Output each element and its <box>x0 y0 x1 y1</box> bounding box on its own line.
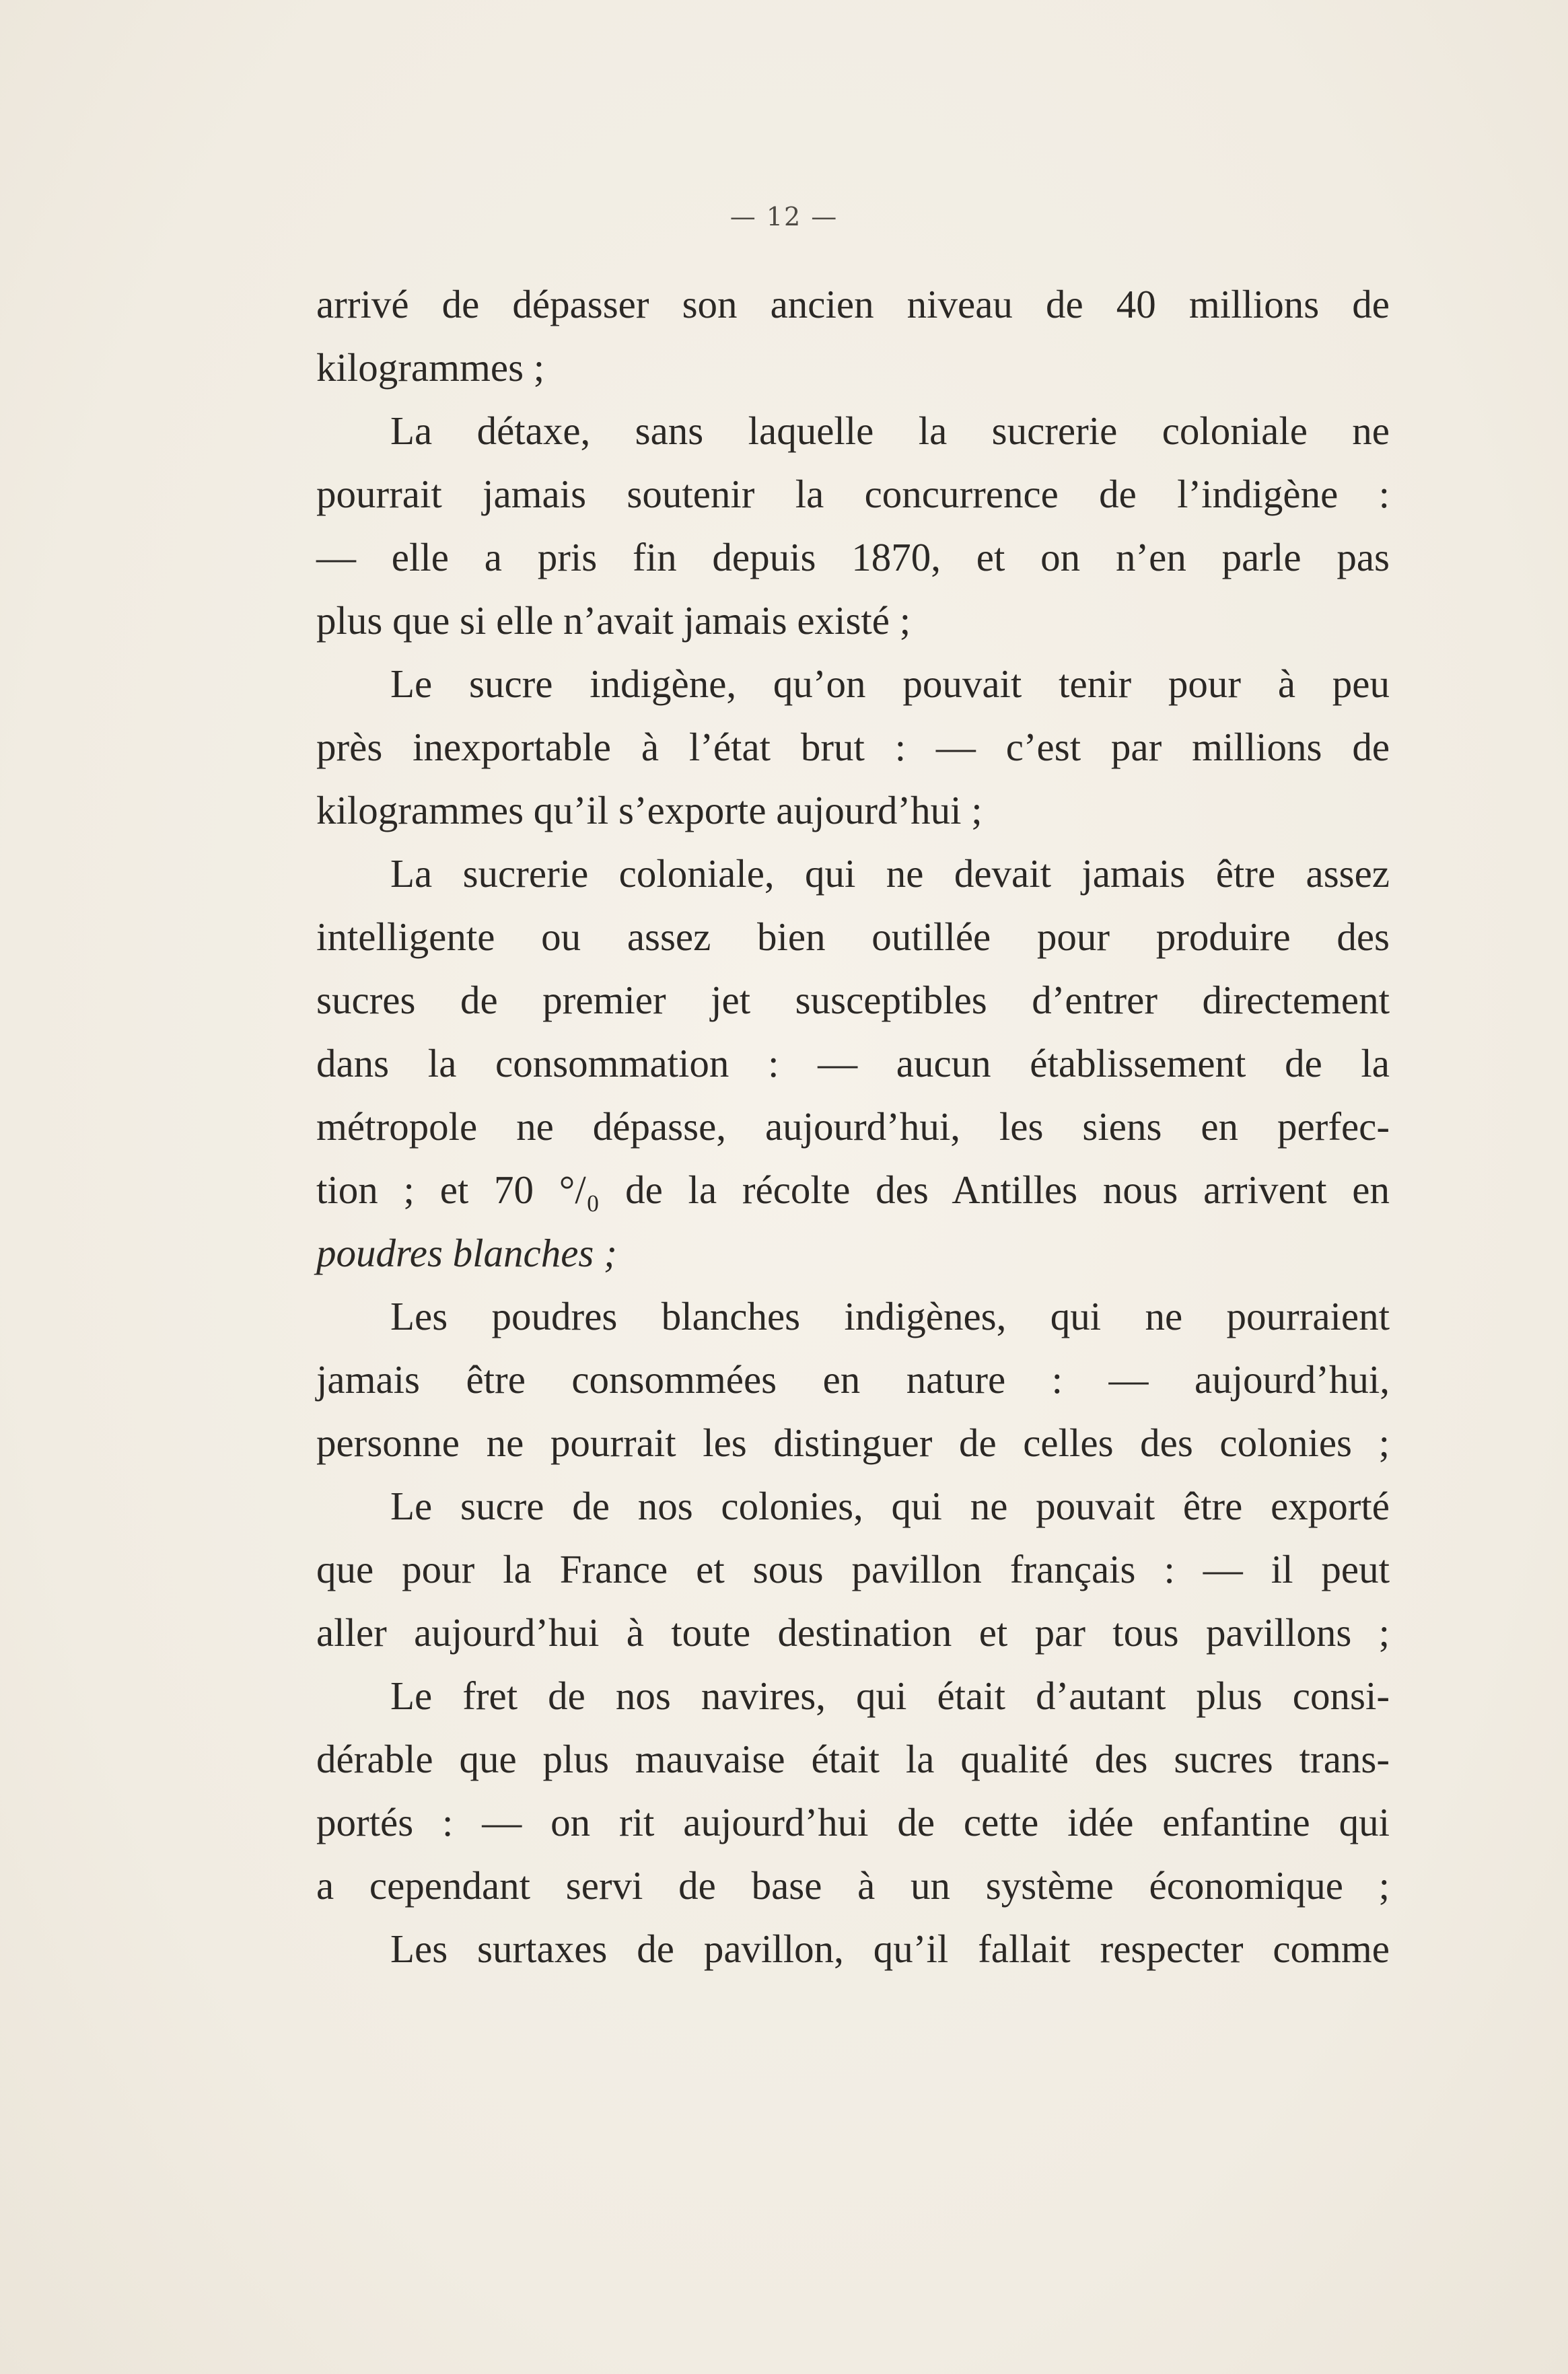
text-line: Les surtaxes de pavillon, qu’il fallait respecter comme <box>390 1927 1390 1971</box>
text-line: poudres blanches ; <box>316 1231 617 1275</box>
text-line: kilogrammes ; <box>316 345 545 390</box>
text-line: métropole ne dépasse, aujourd’hui, les siens en perfec- <box>316 1104 1390 1149</box>
text-line: a cependant servi de base à un système économique ; <box>316 1863 1390 1908</box>
text-line: La détaxe, sans laquelle la sucrerie coloniale ne <box>390 408 1390 453</box>
text-line: intelligente ou assez bien outillée pour produire des <box>316 914 1390 959</box>
text-line: portés : — on rit aujourd’hui de cette idée enfantine qui <box>316 1800 1390 1844</box>
text-line: Le fret de nos navires, qui était d’autant plus consi- <box>390 1674 1390 1718</box>
text-line: sucres de premier jet susceptibles d’entrer directement <box>316 978 1390 1022</box>
text-line: plus que si elle n’avait jamais existé ; <box>316 598 911 643</box>
text-line: — elle a pris fin depuis 1870, et on n’en parle pas <box>316 535 1390 579</box>
text-line: aller aujourd’hui à toute destination et par tous pavillons ; <box>316 1610 1390 1655</box>
text-line: kilogrammes qu’il s’exporte aujourd’hui ; <box>316 788 983 832</box>
body-text <box>316 273 1390 1980</box>
text-line: arrivé de dépasser son ancien niveau de 40 millions de <box>316 282 1390 326</box>
text-line: près inexportable à l’état brut : — c’est par millions de <box>316 725 1390 769</box>
text-line: dans la consommation : — aucun établissement de la <box>316 1041 1390 1085</box>
text-line: Le sucre de nos colonies, qui ne pouvait être exporté <box>390 1484 1390 1528</box>
text-line: pourrait jamais soutenir la concurrence de l’indigène : <box>316 472 1390 516</box>
text-line: Les poudres blanches indigènes, qui ne pourraient <box>390 1294 1390 1338</box>
page-number-header: — 12 — <box>729 202 839 231</box>
text-line: Le sucre indigène, qu’on pouvait tenir pour à peu <box>390 661 1390 706</box>
text-line: dérable que plus mauvaise était la qualité des sucres trans- <box>316 1737 1390 1781</box>
text-line: La sucrerie coloniale, qui ne devait jamais être assez <box>390 851 1390 896</box>
text-line: personne ne pourrait les distinguer de celles des colonies ; <box>316 1420 1390 1465</box>
text-line: jamais être consommées en nature : — aujourd’hui, <box>316 1357 1390 1402</box>
text-line: tion ; et 70 °/₀ de la récolte des Antilles nous arrivent en <box>316 1167 1390 1212</box>
text-line: que pour la France et sous pavillon français : — il peut <box>316 1547 1390 1591</box>
